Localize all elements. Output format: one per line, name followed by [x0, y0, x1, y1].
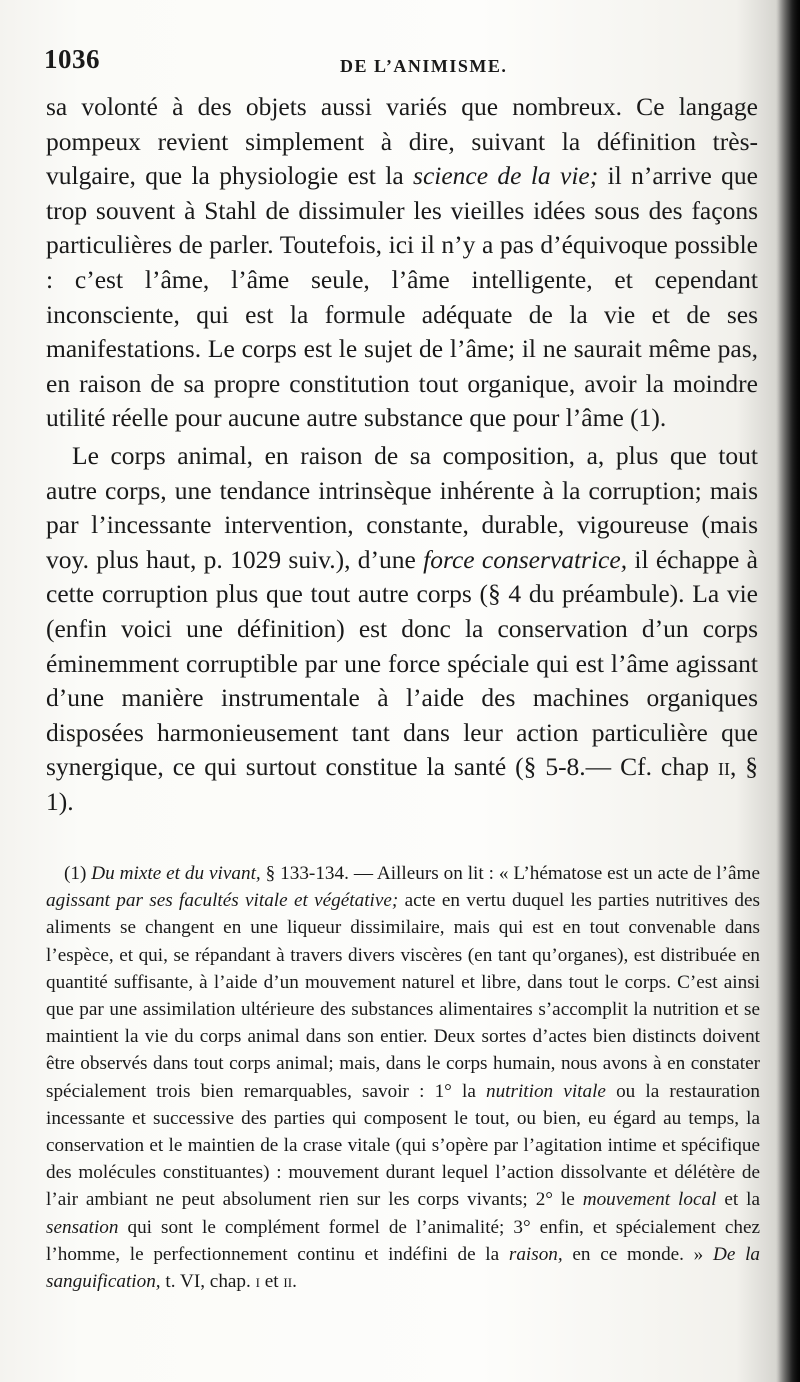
footnote-text-6: qui sont le complément formel de l’animalité; 3° enfin, et spécialement chez l’homme, le perfectionnement continu et indéfini de la — [46, 1216, 760, 1265]
footnote-italic-2: agissant par ses facultés vitale et végétative; — [46, 890, 399, 912]
footnote-italic-4: mouvement local — [582, 1189, 717, 1211]
footnote-italic-3: nutrition vitale — [485, 1080, 606, 1102]
paragraph-1-italic: science de la vie; — [413, 161, 599, 191]
footnote-chapter-numeral-2: ii — [283, 1271, 293, 1293]
paragraph-2-text-3: , § 1). — [46, 752, 758, 816]
page-number: 1036 — [44, 44, 100, 74]
footnote-italic-1: Du mixte et du vivant, — [91, 863, 261, 884]
footnote-italic-6: raison, — [508, 1243, 563, 1265]
page-header — [44, 44, 756, 84]
footnote-block — [46, 860, 760, 1295]
footnote-text-9: et — [259, 1271, 284, 1293]
paragraph-1-text: sa volonté à des objets aussi variés que nombreux. Ce langage pompeux revient simplement à dire, suivant la définition très-vulgaire, que la physiologie est la — [46, 92, 758, 191]
footnote-text-8: t. VI, chap. — [160, 1271, 256, 1293]
paragraph-2-italic: force conservatrice, — [423, 544, 628, 574]
footnote-1 — [46, 860, 760, 1295]
paragraph-1-text-2: il n’arrive que trop souvent à Stahl de dissimuler les vieilles idées sous des façons particulières de parler. Toutefois, ici il n’y a pas d’équivoque possible : c’est l’âme, l’âme seule, l’âme intelligente, et cependant inconsciente, qui est la formule adéquate de la vie et de ses manifestations. Le corps est le sujet de l’âme; il ne saurait même pas, en raison de sa propre constitution tout organique, avoir la moindre utilité réelle pour aucune autre substance que pour l’âme (1). — [46, 161, 758, 433]
paragraph-2-text-2: il échappe à cette corruption plus que tout autre corps (§ 4 du préambule). La vie (enfin voici une définition) est donc la conservation d’un corps éminemment corruptible par une force spéciale qui est l’âme agissant d’une manière instrumentale à l’aide des machines organiques disposées harmonieusement tant dans leur action particulière que synergique, ce qui surtout constitue la santé (§ 5-8.— Cf. chap — [46, 544, 758, 782]
main-text — [46, 90, 758, 819]
paragraph-2 — [46, 439, 758, 820]
footnote-text-5: et la — [716, 1189, 760, 1211]
paragraph-2-text: Le corps animal, en raison de sa composition, a, plus que tout autre corps, une tendance intrinsèque inhérente à la corruption; mais par l’incessante intervention, constante, durable, vigoureuse (mais voy. plus haut, p. 1029 suiv.), d’une — [46, 440, 758, 574]
footnote-text-4: ou la restauration incessante et successive des parties qui composent le tout, ou bien, eu égard au temps, la conservation et le maintien de la crase vitale (qui s’opère par l’agitation intime et spécifique des molécules constituantes) : mouvement durant lequel l’action dissolvante et délétère de l’air ambiant ne peut absolument rien sur les corps vivants; 2° le — [46, 1080, 760, 1211]
footnote-italic-7: De la sanguification, — [46, 1243, 761, 1293]
paragraph-2-chapter-numeral: ii — [717, 752, 730, 782]
footnote-chapter-numeral-1: i — [255, 1271, 260, 1293]
footnote-text-7: en ce monde. » — [562, 1243, 713, 1265]
footnote-text-3: acte en vertu duquel les parties nutritives des aliments se changent en une liqueur dissimilaire, mais qui est en tout convenable dans l’espèce, et qui, se répandant à travers divers viscères (en tant qu’organes), est distribuée en quantité suffisante, à l’aide d’un mouvement naturel et libre, dans tout le corps. C’est ainsi que par une assimilation ultérieure des substances alimentaires s’accomplit la nutrition et se maintient la vie du corps animal dans son entier. Deux sortes d’actes bien distincts doivent être observés dans tout corps animal; mais, dans le corps humain, nous avons à en constater spécialement trois bien remarquables, savoir : 1° la — [46, 890, 761, 1102]
paragraph-1 — [46, 90, 758, 436]
footnote-italic-5: sensation — [46, 1216, 119, 1238]
footnote-marker: (1) — [64, 863, 92, 884]
running-head: DE L’ANIMISME. — [340, 56, 508, 76]
page-edge-shadow — [778, 0, 800, 1382]
footnote-text-10: . — [292, 1271, 297, 1293]
footnote-text-2: § 133-134. — Ailleurs on lit : « L’hématose est un acte de l’âme — [260, 863, 760, 884]
